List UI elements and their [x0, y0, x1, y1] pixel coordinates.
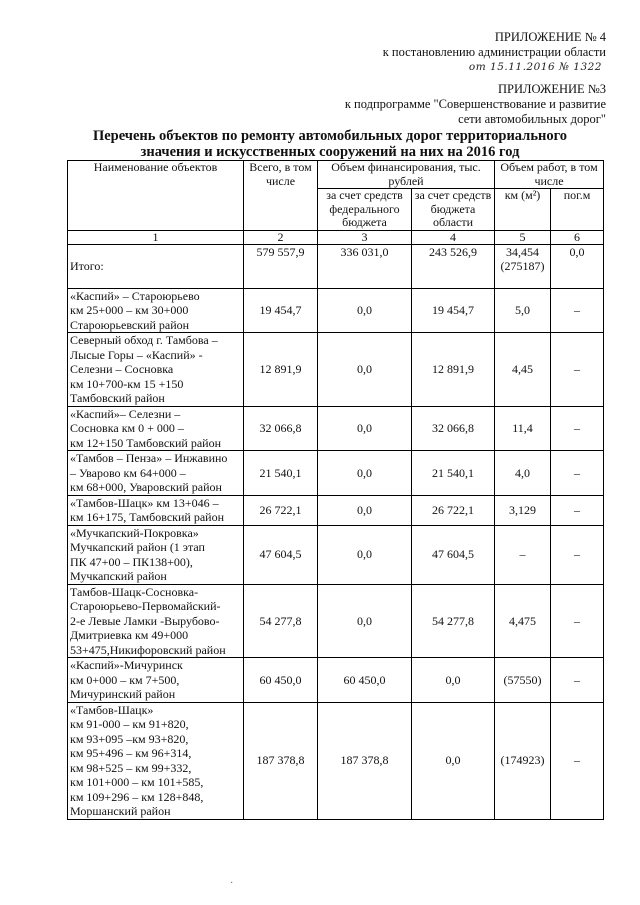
object-name-line: км 98+525 – км 99+332, — [70, 760, 192, 775]
regional-cell: 12 891,9 — [412, 333, 495, 407]
appendix-4-header — [383, 30, 606, 75]
total-cell: 21 540,1 — [244, 451, 318, 496]
object-name-line: «Мучкапский-Покровка» — [70, 525, 199, 540]
object-name-line: «Тамбов – Пенза» – Инжавино — [70, 451, 228, 465]
column-index-row — [68, 230, 604, 244]
header-financing: Объем финансирования, тыс. рублей — [318, 161, 495, 189]
total-cell: 32 066,8 — [244, 406, 318, 451]
table-row — [68, 406, 604, 451]
federal-cell: 0,0 — [318, 584, 412, 658]
appendix-3-line1: к подпрограмме "Совершенствование и развитие — [344, 97, 606, 111]
regional-cell: 0,0 — [412, 658, 495, 703]
object-name-line: км 91-000 – км 91+820, — [70, 717, 189, 731]
object-name — [68, 584, 244, 658]
object-name-line: Мичуринский район — [70, 687, 176, 701]
object-name — [68, 658, 244, 703]
object-name-line: «Тамбов-Шацк» — [70, 702, 154, 717]
total-km-value: 34,454 — [506, 244, 539, 259]
object-name-line: Дмитриевка км 49+000 — [70, 628, 189, 642]
object-name-line: Тамбовский район — [70, 391, 165, 405]
object-name-line: Староюрьевский район — [70, 317, 190, 332]
column-index: 5 — [495, 230, 551, 244]
object-name-line: км 25+000 – км 30+000 — [70, 303, 189, 317]
federal-cell: 187 378,8 — [318, 702, 412, 819]
total-cell: 12 891,9 — [244, 333, 318, 407]
regional-cell: 47 604,5 — [412, 525, 495, 584]
pogm-cell: – — [551, 584, 604, 658]
object-name-line: «Каспий»-Мичуринск — [70, 658, 183, 672]
object-name-line: км 93+095 –км 93+820, — [70, 731, 189, 746]
federal-cell: 0,0 — [318, 525, 412, 584]
column-index: 3 — [318, 230, 412, 244]
header-pogm: пог.м — [551, 189, 604, 231]
federal-cell: 0,0 — [318, 288, 412, 333]
appendix-3-line2: сети автомобильных дорог" — [458, 112, 606, 126]
header-total: Всего, в том числе — [244, 161, 318, 231]
document-title-line1: Перечень объектов по ремонту автомобильных дорог территориального — [92, 128, 568, 144]
total-regional: 243 526,9 — [412, 244, 495, 288]
object-name-line: км 12+150 Тамбовский район — [70, 435, 222, 450]
object-name-line: Мучкапский район — [70, 569, 167, 583]
pogm-cell: – — [551, 333, 604, 407]
object-name-line: «Тамбов-Шацк» км 13+046 – — [70, 495, 219, 510]
object-name-line: км 16+175, Тамбовский район — [70, 510, 225, 524]
total-cell: 47 604,5 — [244, 525, 318, 584]
federal-cell: 0,0 — [318, 451, 412, 496]
km-cell: 4,45 — [495, 333, 551, 407]
regional-cell: 54 277,8 — [412, 584, 495, 658]
km-cell: 4,475 — [495, 584, 551, 658]
document-title-line2: значения и искусственных сооружений на них на 2016 год — [140, 144, 520, 160]
appendix-4-subtitle: к постановлению администрации области — [382, 45, 606, 59]
total-federal: 336 031,0 — [318, 244, 412, 288]
federal-cell: 0,0 — [318, 406, 412, 451]
object-name — [68, 406, 244, 451]
km-cell: (57550) — [495, 658, 551, 703]
total-cell: 19 454,7 — [244, 288, 318, 333]
table-row — [68, 288, 604, 333]
pogm-cell: – — [551, 288, 604, 333]
column-index: 1 — [68, 230, 244, 244]
total-cell: 60 450,0 — [244, 658, 318, 703]
object-name-line: «Каспий» – Староюрьево — [70, 288, 200, 303]
object-name-line: Северный обход г. Тамбова – — [70, 333, 218, 347]
table-row — [68, 333, 604, 407]
object-name-line: км 10+700-км 15 +150 — [70, 376, 184, 391]
federal-cell: 0,0 — [318, 333, 412, 407]
object-name-line: ПК 47+00 – ПК138+00), — [70, 554, 193, 569]
header-name: Наименование объектов — [68, 161, 244, 231]
object-name-line: 2-е Левые Ламки -Вырубово- — [70, 613, 220, 628]
table-row — [68, 525, 604, 584]
regional-cell: 19 454,7 — [412, 288, 495, 333]
object-name-line: Моршанский район — [70, 804, 171, 818]
object-name-line: Лысые Горы – «Каспий» - — [70, 347, 203, 362]
road-objects-table — [67, 160, 604, 820]
object-name-line: Мучкапский район (1 этап — [70, 540, 205, 554]
document-title — [60, 128, 600, 160]
table-row — [68, 658, 604, 703]
column-index: 6 — [551, 230, 604, 244]
km-cell: (174923) — [495, 702, 551, 819]
km-cell: 4,0 — [495, 451, 551, 496]
header-works: Объем работ, в том числе — [495, 161, 604, 189]
header-km: км (м²) — [495, 189, 551, 231]
pogm-cell: – — [551, 495, 604, 525]
object-name — [68, 525, 244, 584]
federal-cell: 0,0 — [318, 495, 412, 525]
table-row — [68, 584, 604, 658]
regional-cell: 32 066,8 — [412, 406, 495, 451]
pogm-cell: – — [551, 406, 604, 451]
regional-cell: 0,0 — [412, 702, 495, 819]
object-name-line: Тамбов-Шацк-Сосновка- — [70, 584, 199, 599]
column-index: 4 — [412, 230, 495, 244]
object-name-line: км 0+000 – км 7+500, — [70, 672, 180, 687]
pogm-cell: – — [551, 451, 604, 496]
object-name — [68, 702, 244, 819]
km-cell: – — [495, 525, 551, 584]
appendix-4-date: от 15.11.2016 № 1322 — [468, 61, 602, 73]
regional-cell: 26 722,1 — [412, 495, 495, 525]
header-regional: за счет средств бюджета области — [412, 189, 495, 231]
total-cell: 26 722,1 — [244, 495, 318, 525]
table-row — [68, 451, 604, 496]
regional-cell: 21 540,1 — [412, 451, 495, 496]
object-name — [68, 333, 244, 407]
pogm-cell: – — [551, 525, 604, 584]
object-name-line: «Каспий»– Селезни – — [70, 406, 181, 421]
total-sum: 579 557,9 — [244, 244, 318, 288]
object-name — [68, 288, 244, 333]
total-km — [495, 244, 551, 288]
object-name-line: км 101+000 – км 101+585, — [70, 775, 204, 789]
total-cell: 54 277,8 — [244, 584, 318, 658]
object-name-line: – Уварово км 64+000 – — [70, 465, 186, 480]
object-name-line: Селезни – Сосновка — [70, 362, 174, 376]
object-name — [68, 495, 244, 525]
appendix-4-title: ПРИЛОЖЕНИЕ № 4 — [494, 30, 606, 44]
federal-cell: 60 450,0 — [318, 658, 412, 703]
table-row — [68, 702, 604, 819]
total-cell: 187 378,8 — [244, 702, 318, 819]
table-row — [68, 495, 604, 525]
header-federal: за счет средств федерального бюджета — [318, 189, 412, 231]
object-name-line: км 109+296 – км 128+848, — [70, 789, 204, 804]
total-label: Итого: — [68, 244, 244, 288]
pogm-cell: – — [551, 702, 604, 819]
object-name-line: 53+475,Никифоровский район — [70, 642, 226, 657]
object-name — [68, 451, 244, 496]
total-row — [68, 244, 604, 288]
object-name-line: Староюрьево-Первомайский- — [70, 599, 221, 613]
km-cell: 3,129 — [495, 495, 551, 525]
object-name-line: км 95+496 – км 96+314, — [70, 746, 192, 760]
object-name-line: Сосновка км 0 + 000 – — [70, 421, 184, 435]
scan-mark: · — [230, 878, 234, 889]
total-pogm: 0,0 — [551, 244, 604, 288]
column-index: 2 — [244, 230, 318, 244]
km-cell: 5,0 — [495, 288, 551, 333]
object-name-line: км 68+000, Уваровский район — [70, 480, 222, 494]
km-cell: 11,4 — [495, 406, 551, 451]
appendix-3-title: ПРИЛОЖЕНИЕ №3 — [497, 82, 606, 96]
total-km-area: (275187) — [500, 259, 545, 273]
appendix-3-header — [345, 82, 606, 127]
pogm-cell: – — [551, 658, 604, 703]
